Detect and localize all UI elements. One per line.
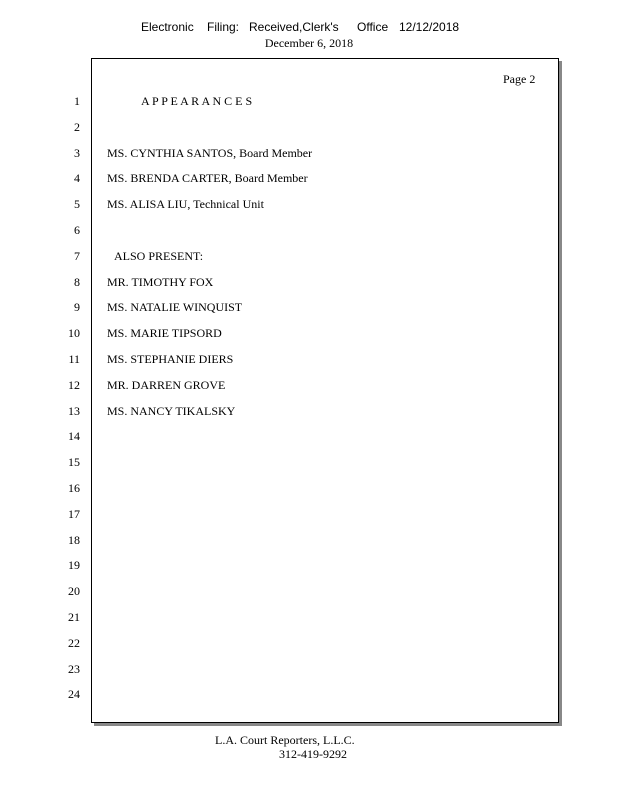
line-number: 10 — [68, 326, 80, 340]
page-number: Page 2 — [503, 72, 536, 86]
line-text: MS. ALISA LIU, Technical Unit — [107, 197, 264, 211]
line-number: 6 — [74, 223, 80, 237]
filing-stamp-word: Office — [357, 20, 389, 34]
line-text: MS. STEPHANIE DIERS — [107, 352, 234, 366]
line-number: 11 — [68, 352, 80, 366]
hearing-date: December 6, 2018 — [264, 36, 354, 50]
line-text: MS. NATALIE WINQUIST — [107, 300, 243, 314]
line-number: 18 — [68, 533, 80, 547]
line-text: MS. CYNTHIA SANTOS, Board Member — [107, 146, 313, 160]
line-number: 17 — [68, 507, 80, 521]
line-number: 4 — [74, 171, 80, 185]
line-number: 2 — [74, 120, 80, 134]
line-number: 24 — [68, 687, 80, 701]
filing-stamp-word: Electronic — [141, 20, 194, 34]
line-number: 22 — [68, 636, 80, 650]
line-number: 23 — [68, 662, 80, 676]
line-number: 5 — [74, 197, 80, 211]
line-text: MR. DARREN GROVE — [107, 378, 226, 392]
line-text: MS. MARIE TIPSORD — [107, 326, 222, 340]
line-number: 13 — [68, 404, 80, 418]
line-number: 1 — [74, 94, 80, 108]
footer-phone: 312-419-9292 — [279, 747, 347, 761]
line-number: 15 — [68, 455, 80, 469]
filing-stamp-word: Received,Clerk's — [249, 20, 339, 34]
line-number: 12 — [68, 378, 80, 392]
line-text: MS. BRENDA CARTER, Board Member — [107, 171, 308, 185]
line-number: 7 — [74, 249, 80, 263]
line-number: 3 — [74, 146, 80, 160]
line-number: 19 — [68, 558, 80, 572]
footer-company: L.A. Court Reporters, L.L.C. — [215, 733, 355, 747]
line-number: 16 — [68, 481, 80, 495]
line-text: A P P E A R A N C E S — [141, 94, 253, 108]
filing-stamp-word: Filing: — [207, 20, 240, 34]
line-text: MS. NANCY TIKALSKY — [107, 404, 236, 418]
line-number: 21 — [68, 610, 80, 624]
line-text: MR. TIMOTHY FOX — [107, 275, 214, 289]
line-text: ALSO PRESENT: — [114, 249, 204, 263]
line-number: 8 — [74, 275, 80, 289]
line-number: 20 — [68, 584, 80, 598]
line-number: 9 — [74, 300, 80, 314]
line-number: 14 — [68, 429, 80, 443]
filing-stamp-date: 12/12/2018 — [399, 20, 460, 34]
